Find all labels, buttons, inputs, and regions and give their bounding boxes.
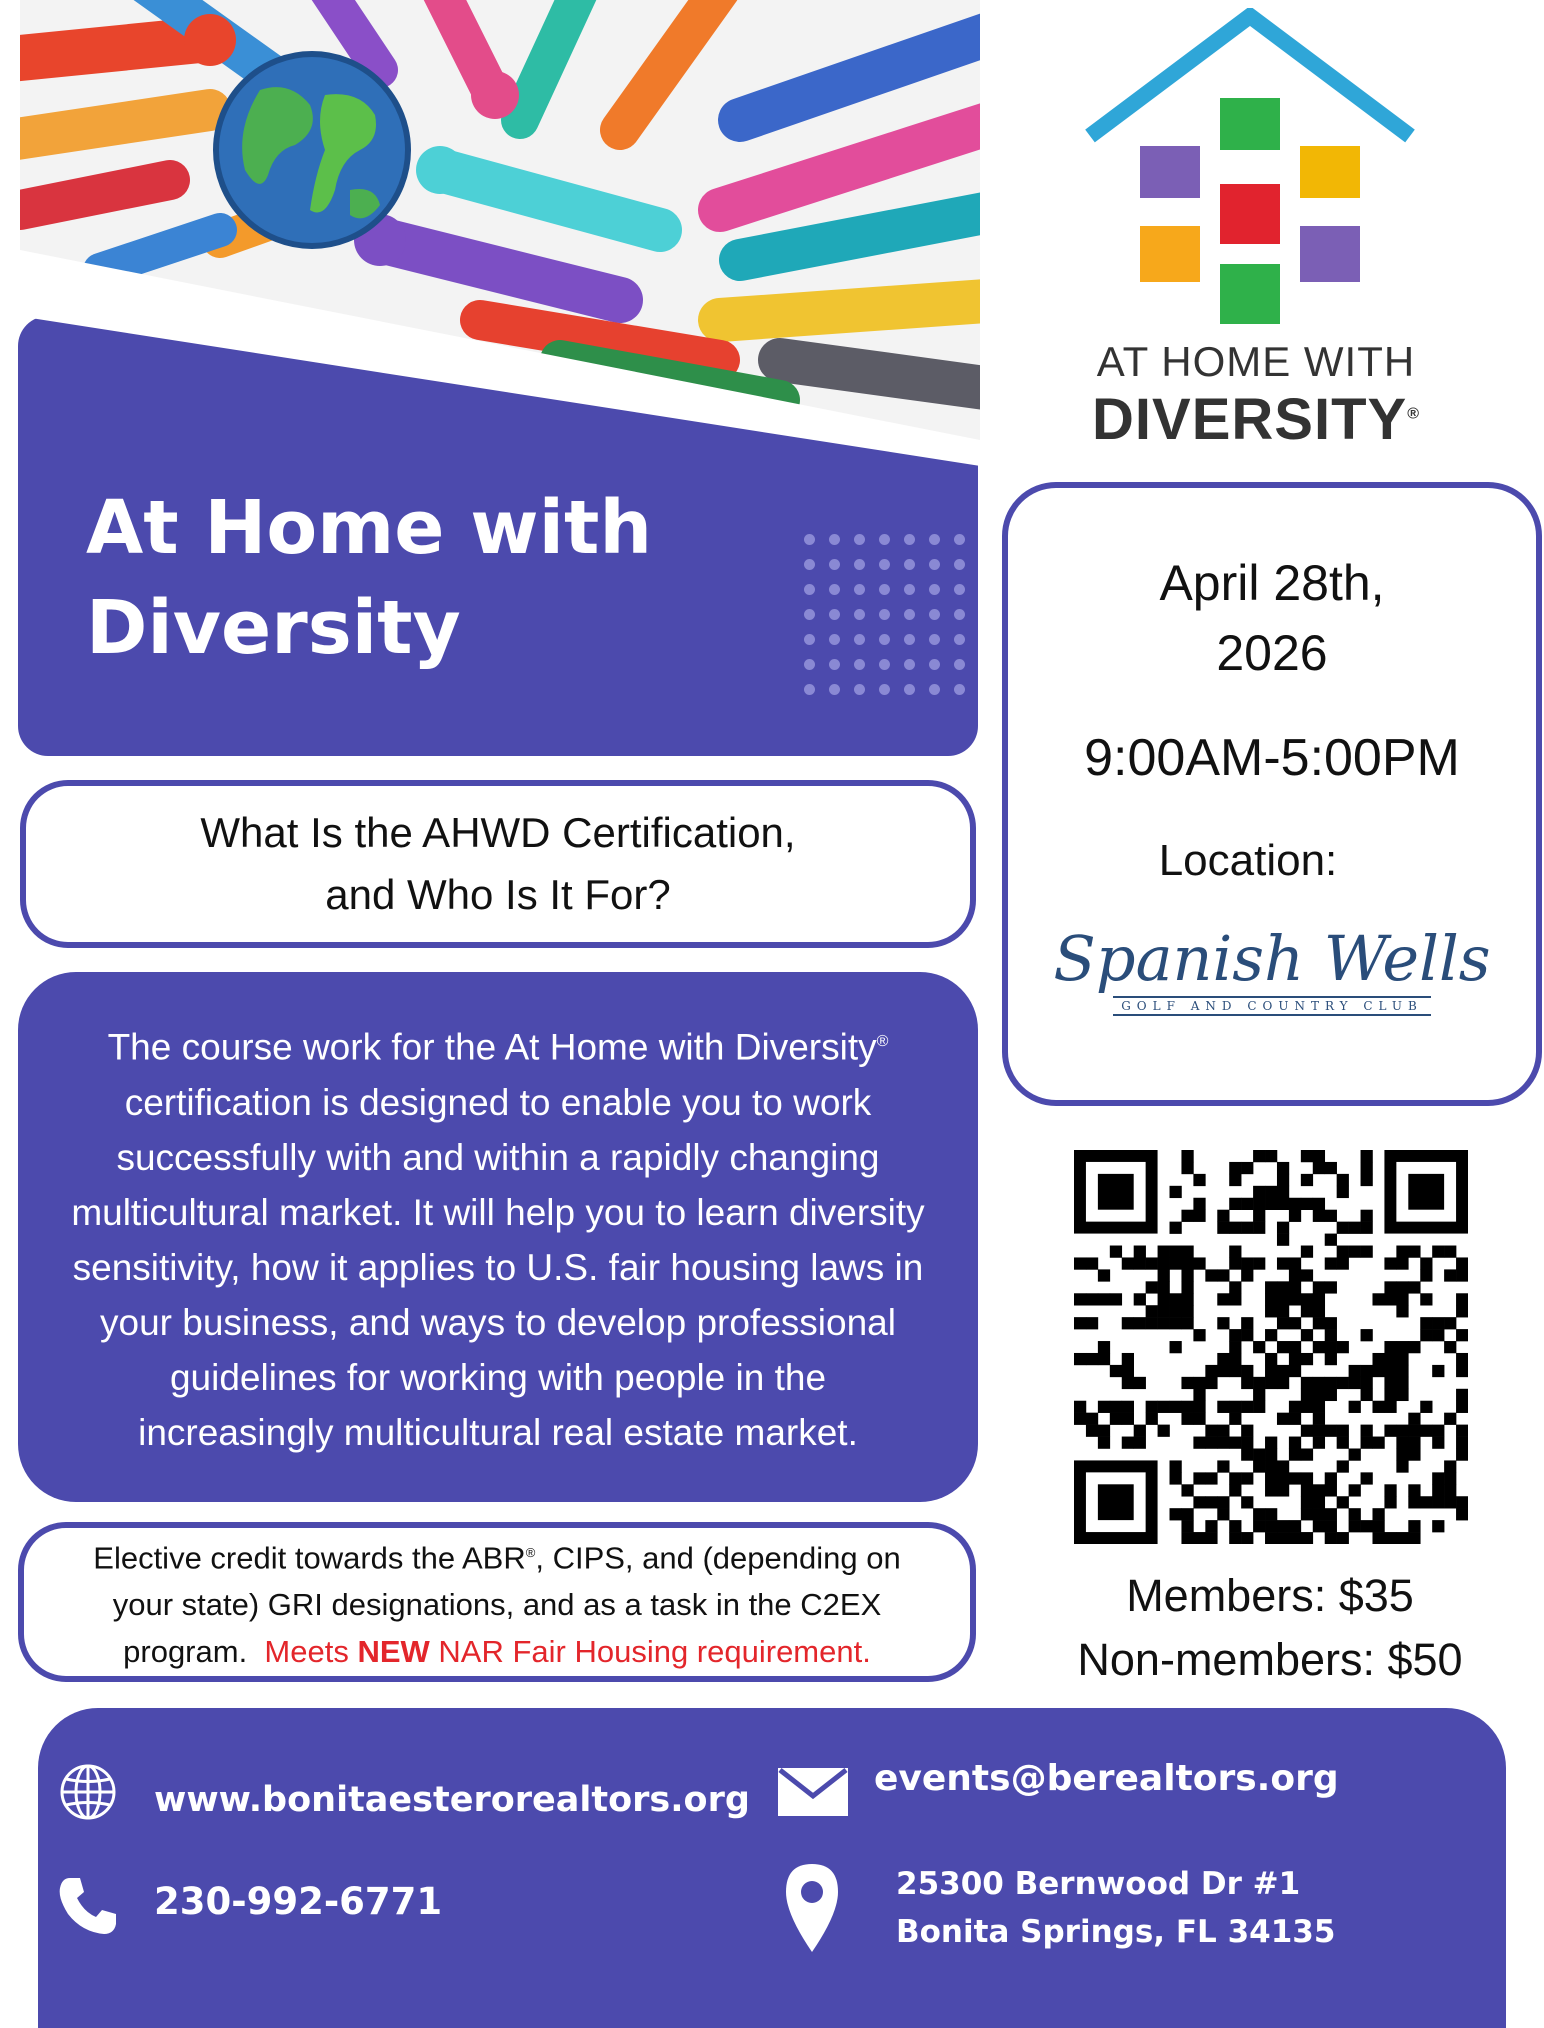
page-title: At Home with Diversity: [86, 485, 653, 671]
course-text-rest: certification is designed to enable you to work successfully with and within a rapidly changing multicultural market. It will help you to learn diversity sensitivity, how it applies to U.S. fair housing laws in your business, and ways to develop professional guidelines for working with people in the increasingly multicultural real estate market.: [71, 1081, 925, 1453]
event-date-line2: 2026: [1216, 625, 1328, 681]
credit-text-b: , CIPS, and (depending on your state) GRI designations, and as a task in the C2EX program.: [112, 1540, 901, 1670]
question-line1: What Is the AHWD Certification,: [200, 809, 796, 856]
credit-new-label: NEW: [357, 1634, 430, 1670]
address-line2: Bonita Springs, FL 34135: [896, 1914, 1336, 1950]
address-line1: 25300 Bernwood Dr #1: [896, 1866, 1301, 1902]
phone-link[interactable]: 230-992-6771: [154, 1880, 443, 1923]
question-line2: and Who Is It For?: [325, 871, 671, 918]
venue-name: Spanish Wells: [1053, 922, 1491, 995]
event-time: 9:00AM-5:00PM: [1084, 729, 1460, 787]
location-label: Location:: [1158, 836, 1338, 885]
envelope-icon: [778, 1768, 848, 1816]
qr-code[interactable]: [1074, 1150, 1468, 1544]
logo-reg-mark: ®: [1407, 405, 1420, 423]
logo-text-line2: [1056, 386, 1456, 453]
logo-text-line1: AT HOME WITH: [1096, 338, 1416, 385]
members-price: Members: $35: [1126, 1570, 1414, 1621]
event-details-box: [1002, 482, 1542, 1106]
course-description: [68, 1014, 928, 1459]
logo-text-diversity: DIVERSITY: [1092, 387, 1408, 452]
question-box: [20, 780, 976, 948]
course-text-start: The course work for the At Home with Diversity: [107, 1026, 877, 1068]
venue-logo: [1008, 924, 1536, 1016]
dot-grid-decoration: [804, 534, 974, 714]
website-link[interactable]: www.bonitaesterorealtors.org: [154, 1780, 750, 1820]
venue-subtitle: GOLF AND COUNTRY CLUB: [1113, 996, 1431, 1016]
credit-red-after: NAR Fair Housing requirement.: [429, 1634, 871, 1670]
phone-icon: [56, 1874, 120, 1938]
course-reg-mark: ®: [876, 1033, 889, 1051]
credit-red-before: Meets: [264, 1634, 358, 1670]
event-date: [1008, 548, 1536, 688]
credit-reg-mark: ®: [525, 1544, 536, 1560]
course-description-box: [18, 972, 978, 1502]
map-pin-icon: [784, 1862, 840, 1954]
credit-text: [64, 1529, 930, 1675]
credit-text-a: Elective credit towards the ABR: [93, 1540, 526, 1576]
address: [896, 1860, 1335, 1956]
globe-icon: [58, 1762, 118, 1822]
email-link[interactable]: events@berealtors.org: [874, 1758, 1339, 1799]
nonmembers-price: Non-members: $50: [1077, 1634, 1463, 1685]
credit-box: [18, 1522, 976, 1682]
event-date-line1: April 28th,: [1159, 555, 1385, 611]
